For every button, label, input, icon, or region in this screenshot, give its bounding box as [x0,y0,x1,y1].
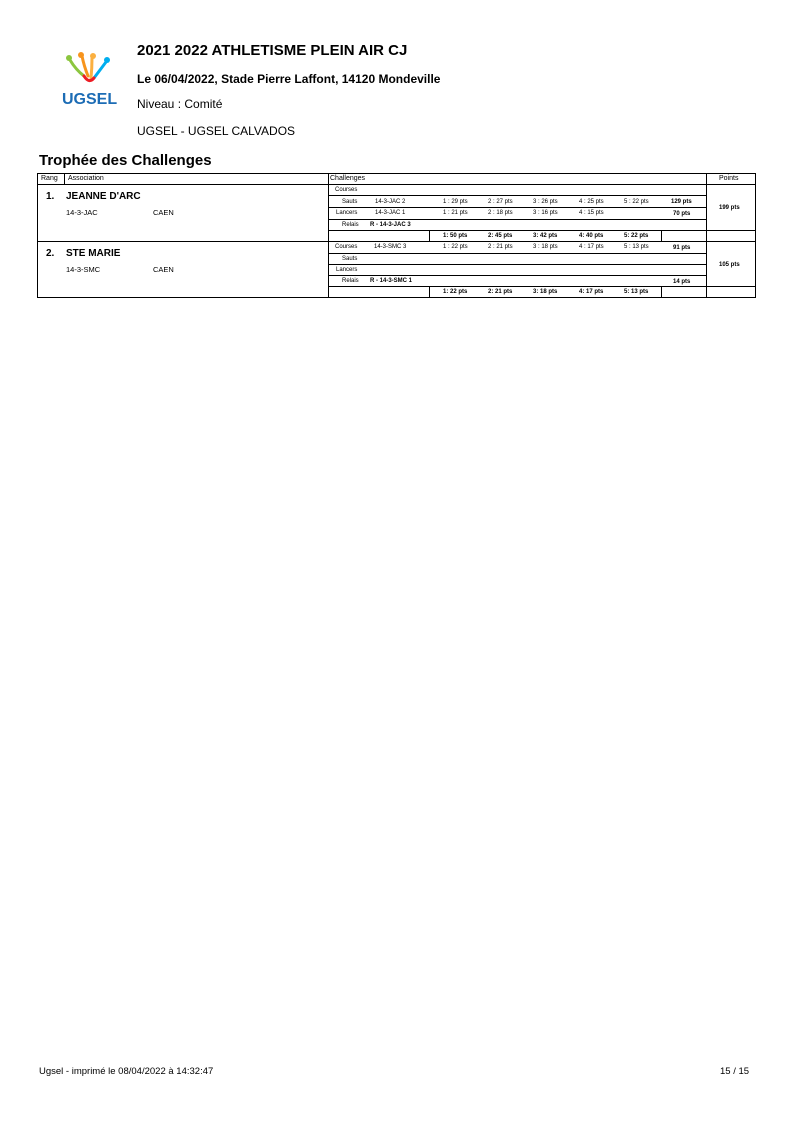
column-header-challenges: Challenges [330,175,366,182]
club-name: STE MARIE [66,248,121,259]
table-divider [37,184,756,185]
ugsel-logo [62,52,124,108]
score: 3 : 16 pts [533,210,558,216]
challenge-label: Courses [335,187,358,193]
column-header-association: Association [68,175,104,182]
rank-2: 2. [46,248,55,259]
score: 3 : 18 pts [533,244,558,250]
score: 2 : 21 pts [488,244,513,250]
column-header-points: Points [719,175,739,182]
club-city: CAEN [153,208,174,217]
challenge-label: Lancers [336,210,358,216]
total-points: 199 pts [719,205,740,211]
club-code: 14-3-JAC [66,208,98,217]
challenge-team: 14-3-JAC 1 [375,210,406,216]
challenge-label: Sauts [342,199,358,205]
score: 4 : 25 pts [579,199,604,205]
table-divider [328,173,329,298]
table-divider [661,286,662,297]
logo-text: UGSEL [62,91,118,108]
table-border [755,173,756,298]
score: 4 : 15 pts [579,210,604,216]
relay-score: 1: 22 pts [443,289,468,295]
table-divider [328,264,706,265]
score: 1 : 21 pts [443,210,468,216]
score: 2 : 18 pts [488,210,513,216]
table-divider [661,230,662,241]
rank-1: 1. [46,191,55,202]
table-divider [429,230,430,241]
section-title: Trophée des Challenges [39,152,212,169]
challenge-total: 14 pts [673,279,691,285]
relay-score: 3: 18 pts [533,289,558,295]
print-info: Ugsel - imprimé le 08/04/2022 à 14:32:47 [39,1066,214,1077]
table-divider [328,286,756,287]
challenge-label: Relais [342,278,359,284]
relay-score: 1: 50 pts [443,233,468,239]
score: 3 : 26 pts [533,199,558,205]
table-divider [328,253,706,254]
club-city: CAEN [153,265,174,274]
score: 1 : 22 pts [443,244,468,250]
challenge-total: 91 pts [673,245,691,251]
table-border [37,173,38,298]
event-organisation: UGSEL - UGSEL CALVADOS [137,124,296,138]
challenge-total: 129 pts [671,199,692,205]
event-title: 2021 2022 ATHLETISME PLEIN AIR CJ [137,42,408,59]
table-divider [328,207,706,208]
ugsel-logo-icon [62,52,124,108]
challenge-team: 14-3-SMC 3 [374,244,407,250]
club-code: 14-3-SMC [66,265,101,274]
challenge-label: Lancers [336,267,358,273]
relay-team: R - 14-3-JAC 3 [370,222,411,228]
relay-score: 2: 45 pts [488,233,513,239]
score: 2 : 27 pts [488,199,513,205]
challenges-table [37,173,756,298]
relay-score: 4: 40 pts [579,233,604,239]
relay-score: 5: 13 pts [624,289,649,295]
table-divider [328,219,706,220]
relay-team: R - 14-3-SMC 1 [370,278,413,284]
table-divider [328,195,706,196]
challenge-label: Sauts [342,256,358,262]
row-separator [37,241,756,242]
club-name: JEANNE D'ARC [66,191,141,202]
score: 5 : 22 pts [624,199,649,205]
relay-score: 5: 22 pts [624,233,649,239]
score: 1 : 29 pts [443,199,468,205]
table-divider [429,286,430,297]
relay-score: 3: 42 pts [533,233,558,239]
column-header-rang: Rang [41,175,58,182]
event-date-location: Le 06/04/2022, Stade Pierre Laffont, 14120 Mondeville [137,72,441,86]
challenge-total: 70 pts [673,211,691,217]
page-number: 15 / 15 [720,1066,750,1077]
table-divider [64,173,65,184]
table-border [37,297,756,298]
event-level: Niveau : Comité [137,97,223,111]
table-divider [328,230,756,231]
score: 4 : 17 pts [579,244,604,250]
challenge-label: Relais [342,222,359,228]
table-divider [706,173,707,298]
total-points: 105 pts [719,262,740,268]
challenge-label: Courses [335,244,358,250]
relay-score: 4: 17 pts [579,289,604,295]
score: 5 : 13 pts [624,244,649,250]
table-divider [328,275,706,276]
table-border [37,173,756,174]
relay-score: 2: 21 pts [488,289,513,295]
challenge-team: 14-3-JAC 2 [375,199,406,205]
